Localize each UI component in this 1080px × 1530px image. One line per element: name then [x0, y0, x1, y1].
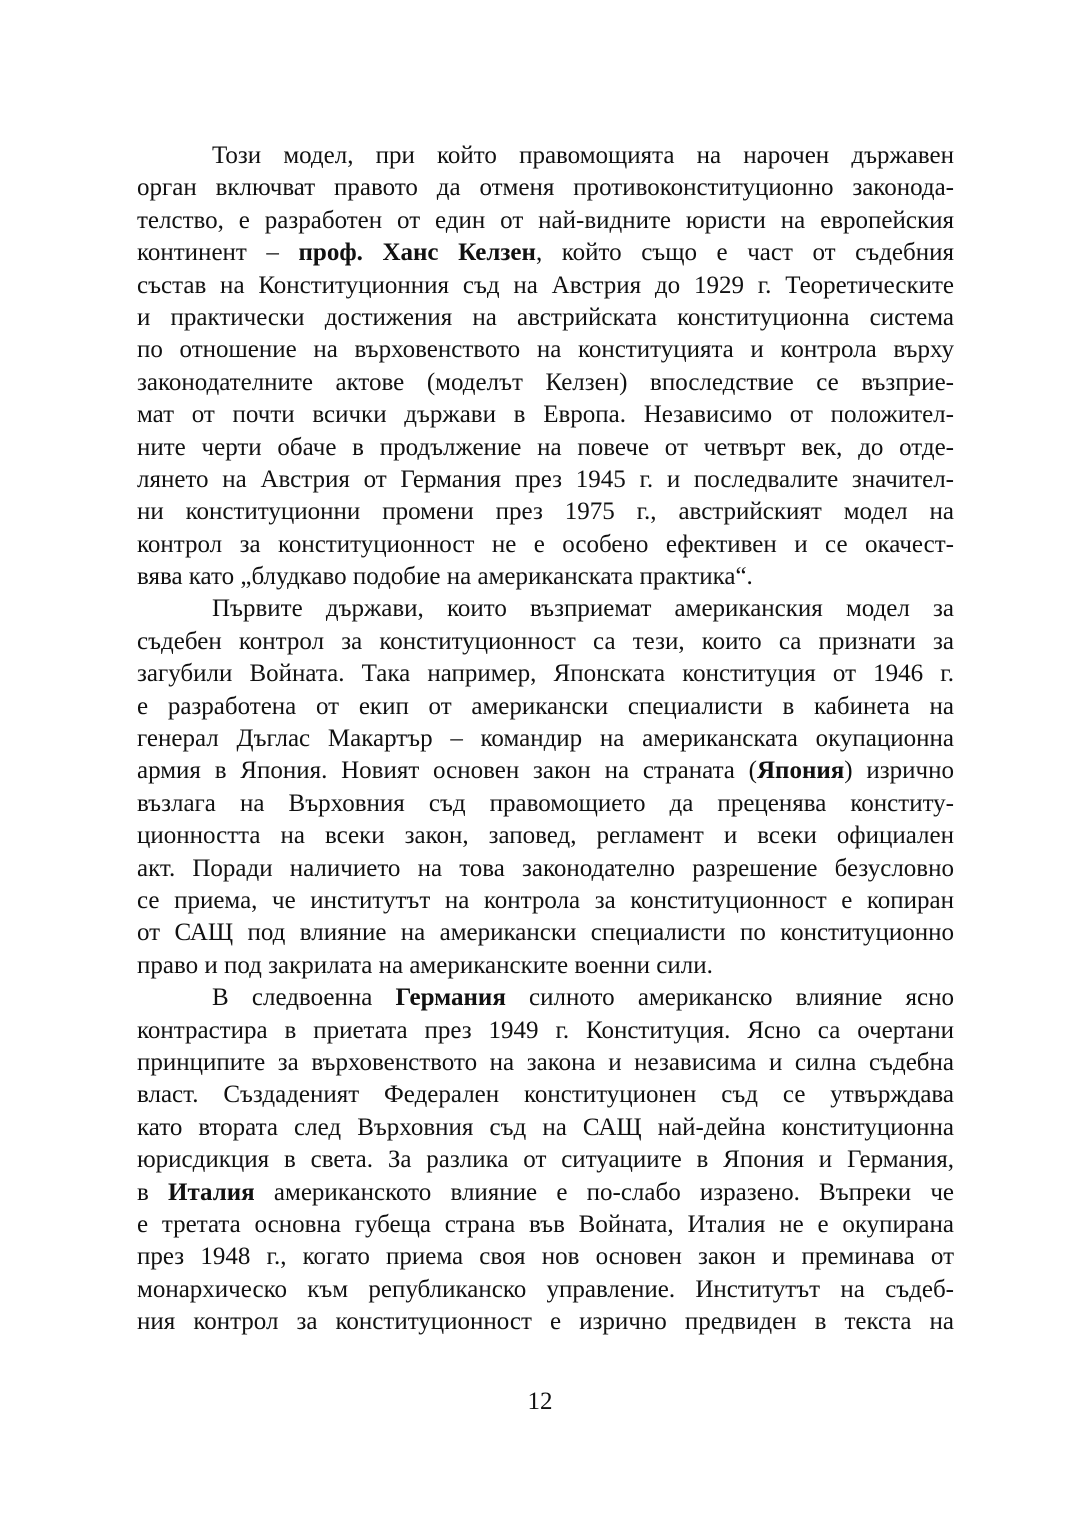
- text-line: [137, 1209, 954, 1241]
- text-run: контрол за конституционност не е особено ефективен и се окачест-: [137, 530, 954, 558]
- text-run: , който също е част от съдебния: [535, 239, 954, 267]
- text-run: контрастира в приетата през 1949 г. Конституция. Ясно са очертани: [137, 1016, 954, 1044]
- text-line: [137, 853, 954, 885]
- text-run: в: [137, 1178, 168, 1206]
- text-line: [137, 1112, 954, 1144]
- text-run: се приема, че институтът на контрола за конституционност е копиран: [137, 886, 954, 914]
- text-run: ) изрично: [844, 757, 954, 785]
- bold-term: Япония: [757, 757, 845, 785]
- text-run: ните черти обаче в продължение на повече от четвърт век, до отде-: [137, 433, 954, 461]
- paragraph: [137, 593, 954, 982]
- text-run: е разработена от екип от американски специалисти в кабинета на: [137, 692, 954, 720]
- text-line: [137, 1079, 954, 1111]
- text-line: [137, 1306, 954, 1338]
- text-line: [137, 1241, 954, 1273]
- text-run: принципите за върховенството на закона и независима и силна съдебна: [137, 1048, 954, 1076]
- text-run: орган включват правото да отменя противоконституционно законода-: [137, 174, 954, 202]
- text-run: състав на Конституционния съд на Австрия до 1929 г. Теоретическите: [137, 271, 954, 299]
- text-line: [137, 334, 954, 366]
- text-line: [137, 1274, 954, 1306]
- text-run: американското влияние е по-слабо изразено. Въпреки че: [254, 1178, 954, 1206]
- text-line: [137, 496, 954, 528]
- text-run: генерал Дъглас Макартър – командир на американската окупационна: [137, 725, 954, 753]
- text-line: [137, 172, 954, 204]
- text-run: възлага на Върховния съд правомощието да преценява конститу-: [137, 789, 954, 817]
- text-run: силното американско влияние ясно: [505, 984, 955, 1012]
- text-run: като втората след Върховния съд на САЩ най-дейна конституционна: [137, 1113, 954, 1141]
- text-run: армия в Япония. Новият основен закон на страната (: [137, 757, 757, 785]
- text-line: [137, 658, 954, 690]
- text-run: континент –: [137, 239, 299, 267]
- body-text: [137, 140, 954, 1338]
- text-line: [137, 691, 954, 723]
- text-run: телство, е разработен от един от най-видните юристи на европейския: [137, 206, 954, 234]
- text-line: [137, 950, 954, 982]
- bold-term: Италия: [168, 1178, 255, 1206]
- text-run: юрисдикция в света. За разлика от ситуациите в Япония и Германия,: [137, 1146, 954, 1174]
- text-line: [137, 1047, 954, 1079]
- text-line: [137, 982, 954, 1014]
- text-line: [137, 432, 954, 464]
- text-run: по отношение на върховенството на конституцията и контрола върху: [137, 336, 954, 364]
- text-line: [137, 529, 954, 561]
- text-line: [137, 302, 954, 334]
- text-run: ния контрол за конституционност е изрично предвиден в текста на: [137, 1308, 954, 1336]
- text-run: е третата основна губеща страна във Войната, Италия не е окупирана: [137, 1210, 954, 1238]
- text-line: [137, 1177, 954, 1209]
- text-line: [137, 367, 954, 399]
- text-run: загубили Войната. Така например, Японската конституция от 1946 г.: [137, 660, 954, 688]
- text-run: мат от почти всички държави в Европа. Независимо от положител-: [137, 401, 954, 429]
- paragraph: [137, 140, 954, 593]
- text-line: [137, 885, 954, 917]
- text-line: [137, 205, 954, 237]
- text-line: [137, 593, 954, 625]
- text-run: лянето на Австрия от Германия през 1945 г. и последвалите значител-: [137, 465, 954, 493]
- text-line: [137, 140, 954, 172]
- page-number: 12: [527, 1388, 553, 1415]
- text-line: [137, 917, 954, 949]
- bold-term: Германия: [395, 984, 506, 1012]
- paragraph: [137, 982, 954, 1338]
- text-run: право и под закрилата на американските военни сили.: [137, 951, 713, 979]
- text-line: [137, 270, 954, 302]
- text-run: Първите държави, които възприемат американския модел за: [212, 595, 954, 623]
- text-line: [137, 464, 954, 496]
- text-run: през 1948 г., когато приема своя нов основен закон и преминава от: [137, 1243, 954, 1271]
- text-line: [137, 1144, 954, 1176]
- text-line: [137, 1015, 954, 1047]
- text-run: законодателните актове (моделът Келзен) впоследствие се възприе-: [137, 368, 954, 396]
- text-line: [137, 820, 954, 852]
- bold-term: проф. Ханс Келзен: [298, 239, 536, 267]
- text-line: [137, 237, 954, 269]
- text-run: съдебен контрол за конституционност са тези, които са признати за: [137, 627, 954, 655]
- text-line: [137, 399, 954, 431]
- text-run: В следвоенна: [212, 984, 396, 1012]
- text-line: [137, 755, 954, 787]
- text-line: [137, 723, 954, 755]
- text-line: [137, 561, 954, 593]
- text-run: ни конституционни промени през 1975 г., австрийският модел на: [137, 498, 954, 526]
- text-run: от САЩ под влияние на американски специалисти по конституционно: [137, 919, 954, 947]
- text-run: монархическо към републиканско управление. Институтът на съдеб-: [137, 1275, 954, 1303]
- text-run: вява като „блудкаво подобие на американската практика“.: [137, 563, 753, 591]
- text-line: [137, 788, 954, 820]
- text-run: Този модел, при който правомощията на нарочен държавен: [212, 142, 954, 169]
- text-run: акт. Поради наличието на това законодателно разрешение безусловно: [137, 854, 954, 882]
- text-run: и практически достижения на австрийската конституционна система: [137, 303, 954, 331]
- text-run: ционността на всеки закон, заповед, регламент и всеки официален: [137, 822, 954, 850]
- text-run: власт. Създаденият Федерален конституционен съд се утвърждава: [137, 1081, 954, 1109]
- text-line: [137, 626, 954, 658]
